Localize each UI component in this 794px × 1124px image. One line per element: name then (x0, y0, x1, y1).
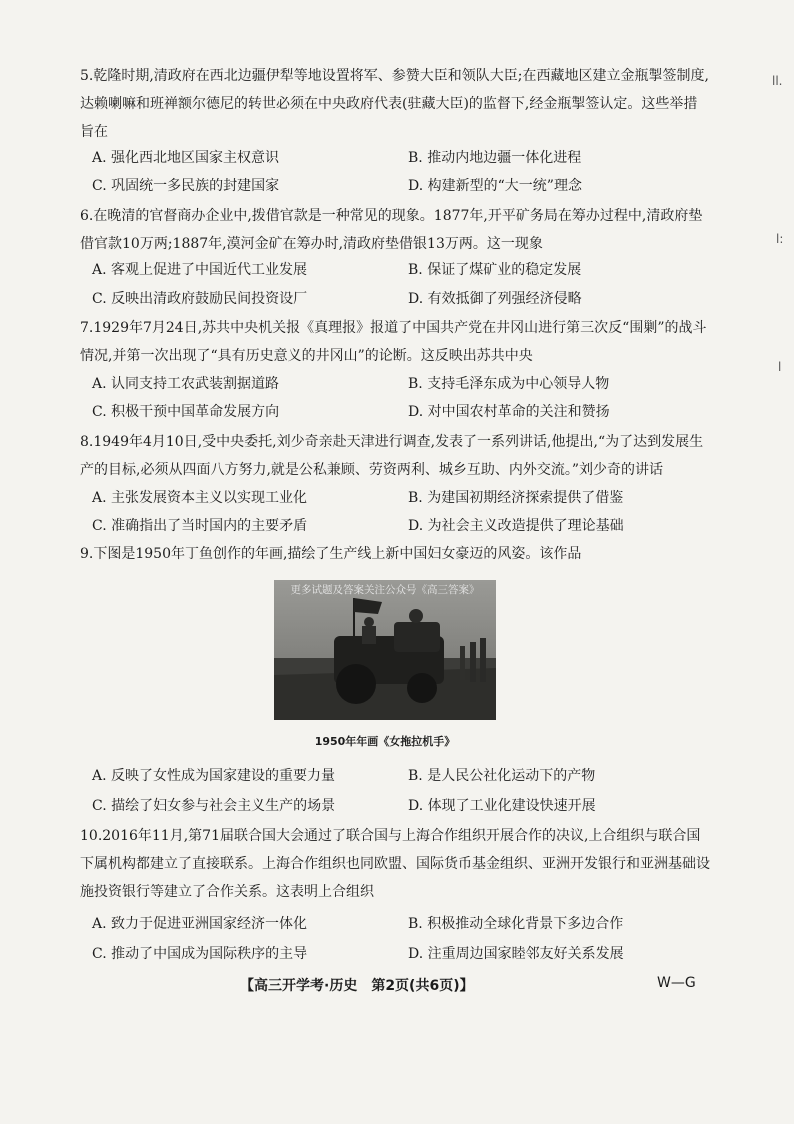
question-8-option-a: A. 主张发展资本主义以实现工业化 (92, 490, 308, 506)
question-8 (80, 428, 710, 484)
margin-mark: l (778, 360, 782, 374)
question-9-option-a: A. 反映了女性成为国家建设的重要力量 (92, 768, 336, 784)
question-8-option-c: C. 准确指出了当时国内的主要矛盾 (92, 518, 308, 534)
question-6-option-c: C. 反映出清政府鼓励民间投资设厂 (92, 291, 308, 307)
question-8-option-d: D. 为社会主义改造提供了理论基础 (408, 518, 624, 534)
question-10-option-b: B. 积极推动全球化背景下多边合作 (408, 916, 624, 932)
question-10-option-d: D. 注重周边国家睦邻友好关系发展 (408, 946, 624, 962)
question-9 (80, 540, 710, 568)
painting-tractor-woman (274, 580, 496, 720)
question-5 (80, 62, 710, 146)
question-5-stem: 5.乾隆时期,清政府在西北边疆伊犁等地设置将军、参赞大臣和领队大臣;在西藏地区建立金瓶掣签制度,达赖喇嘛和班禅额尔德尼的转世必须在中央政府代表(驻藏大臣)的监督下,经金瓶掣签认定。这些举措旨在 (80, 68, 709, 140)
margin-mark: l: (776, 232, 784, 246)
figure-caption: 1950年年画《女拖拉机手》 (314, 735, 456, 748)
margin-mark: ll. (772, 74, 783, 88)
question-10-option-c: C. 推动了中国成为国际秩序的主导 (92, 946, 308, 962)
question-9-option-d: D. 体现了工业化建设快速开展 (408, 798, 596, 814)
question-7 (80, 314, 710, 370)
question-7-option-b: B. 支持毛泽东成为中心领导人物 (408, 376, 610, 392)
paper-code: W—G (657, 975, 696, 991)
question-5-option-d: D. 构建新型的“大一统”理念 (408, 178, 582, 194)
question-9-stem: 9.下图是1950年丁鱼创作的年画,描绘了生产线上新中国妇女豪迈的风姿。该作品 (80, 546, 582, 562)
question-8-stem: 8.1949年4月10日,受中央委托,刘少奇亲赴天津进行调查,发表了一系列讲话,他提出,“为了达到发展生产的目标,必须从四面八方努力,就是公私兼顾、劳资两利、城乡互助、内外交流。”刘少奇的讲话 (80, 434, 704, 478)
watermark-text: 更多试题及答案关注公众号《高三答案》 (290, 584, 480, 596)
question-8-option-b: B. 为建国初期经济探索提供了借鉴 (408, 490, 624, 506)
question-5-option-c: C. 巩固统一多民族的封建国家 (92, 178, 280, 194)
question-9-option-b: B. 是人民公社化运动下的产物 (408, 768, 596, 784)
question-5-option-a: A. 强化西北地区国家主权意识 (92, 150, 280, 166)
page-footer: 【高三开学考·历史 第2页(共6页)】 (240, 978, 474, 994)
question-6-stem: 6.在晚清的官督商办企业中,拨借官款是一种常见的现象。1877年,开平矿务局在筹办过程中,清政府垫借官款10万两;1887年,漠河金矿在筹办时,清政府垫借银13万两。这一现象 (80, 208, 703, 252)
question-10-stem: 10.2016年11月,第71届联合国大会通过了联合国与上海合作组织开展合作的决议,上合组织与联合国下属机构都建立了直接联系。上海合作组织也同欧盟、国际货币基金组织、亚洲开发银行和亚洲基础设施投资银行等建立了合作关系。这表明上合组织 (80, 828, 710, 900)
question-6-option-a: A. 客观上促进了中国近代工业发展 (92, 262, 308, 278)
question-9-option-c: C. 描绘了妇女参与社会主义生产的场景 (92, 798, 336, 814)
painting-image (274, 580, 496, 720)
question-7-option-d: D. 对中国农村革命的关注和赞扬 (408, 404, 610, 420)
question-6-option-d: D. 有效抵御了列强经济侵略 (408, 291, 582, 307)
question-7-stem: 7.1929年7月24日,苏共中央机关报《真理报》报道了中国共产党在井冈山进行第三次反“围剿”的战斗情况,并第一次出现了“具有历史意义的井冈山”的论断。这反映出苏共中央 (80, 320, 707, 364)
question-10 (80, 822, 710, 906)
question-6 (80, 202, 710, 258)
question-7-option-c: C. 积极干预中国革命发展方向 (92, 404, 280, 420)
question-5-option-b: B. 推动内地边疆一体化进程 (408, 150, 582, 166)
question-7-option-a: A. 认同支持工农武装割据道路 (92, 376, 280, 392)
question-10-option-a: A. 致力于促进亚洲国家经济一体化 (92, 916, 308, 932)
question-6-option-b: B. 保证了煤矿业的稳定发展 (408, 262, 582, 278)
